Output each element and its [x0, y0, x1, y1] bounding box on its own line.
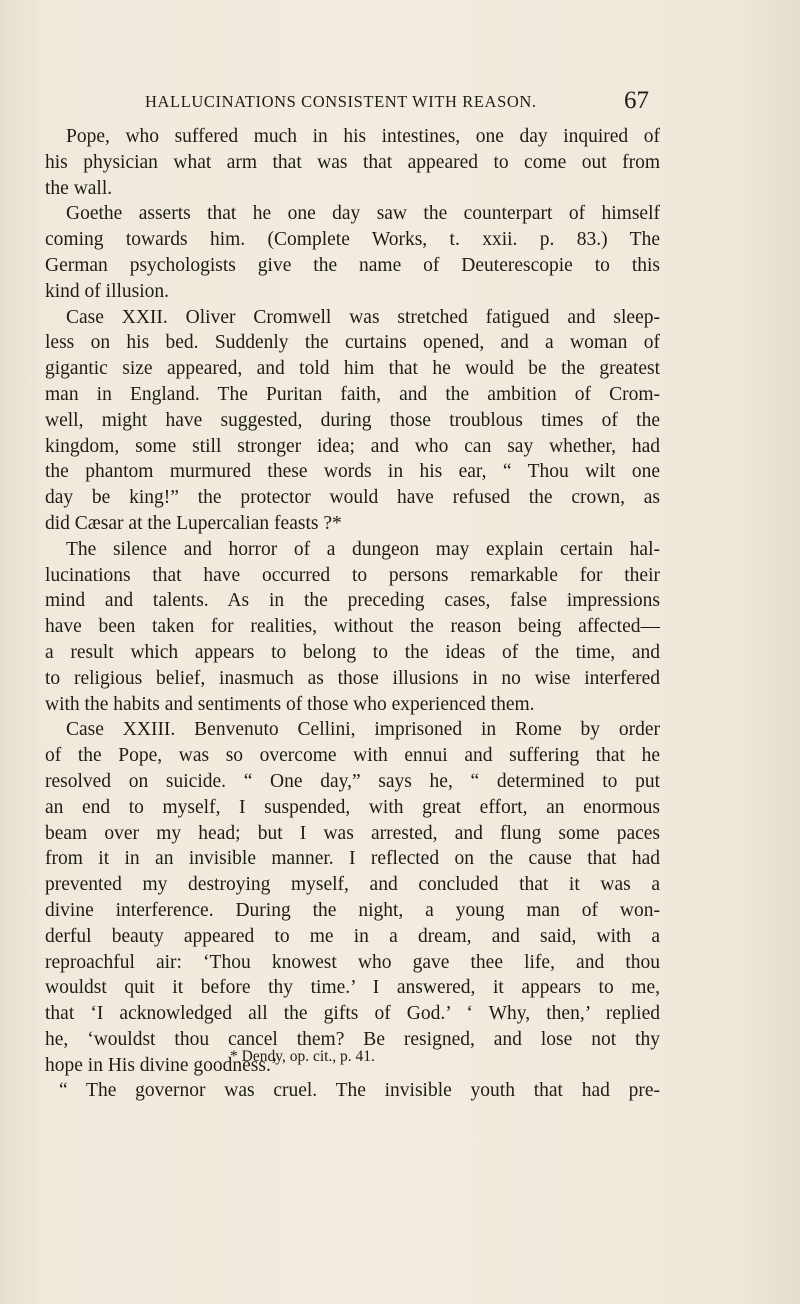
text-line: his physician what arm that was that appeared to come out from	[45, 151, 660, 173]
text-line: gigantic size appeared, and told him that he would be the greatest	[45, 358, 660, 380]
text-line: Case XXIII. Benvenuto Cellini, imprisoned in Rome by order	[66, 719, 660, 741]
text-line: “ The governor was cruel. The invisible youth that had pre-	[59, 1080, 660, 1102]
page-number: 67	[624, 87, 649, 114]
text-line: hope in His divine goodness.’	[45, 1054, 278, 1076]
text-line: The silence and horror of a dungeon may explain certain hal-	[66, 538, 660, 560]
text-line: that ‘I acknowledged all the gifts of God.’ ‘ Why, then,’ replied	[45, 1003, 660, 1025]
text-line: well, might have suggested, during those troublous times of the	[45, 409, 660, 431]
text-line: beam over my head; but I was arrested, and flung some paces	[45, 822, 660, 844]
text-line: German psychologists give the name of Deuterescopie to this	[45, 254, 660, 276]
text-line: from it in an invisible manner. I reflected on the cause that had	[45, 848, 660, 870]
text-line: derful beauty appeared to me in a dream, and said, with a	[45, 925, 660, 947]
text-line: with the habits and sentiments of those who experienced them.	[45, 693, 535, 715]
text-line: an end to myself, I suspended, with great effort, an enormous	[45, 796, 660, 818]
text-line: kingdom, some still stronger idea; and who can say whether, had	[45, 435, 660, 457]
text-line: mind and talents. As in the preceding cases, false impressions	[45, 590, 660, 612]
text-line: Pope, who suffered much in his intestines, one day inquired of	[66, 126, 660, 147]
body-text	[45, 124, 660, 1104]
text-line: man in England. The Puritan faith, and the ambition of Crom-	[45, 383, 660, 405]
text-line: have been taken for realities, without the reason being affected—	[45, 616, 660, 638]
text-line: Goethe asserts that he one day saw the counterpart of himself	[66, 203, 660, 225]
running-head	[45, 89, 655, 115]
text-line: lucinations that have occurred to persons remarkable for their	[45, 564, 660, 586]
text-line: did Cæsar at the Lupercalian feasts ?*	[45, 512, 342, 534]
text-line: of the Pope, was so overcome with ennui and suffering that he	[45, 745, 660, 767]
text-line: coming towards him. (Complete Works, t. xxii. p. 83.) The	[45, 229, 660, 251]
text-line: reproachful air: ‘Thou knowest who gave thee life, and thou	[45, 951, 660, 973]
text-line: wouldst quit it before thy time.’ I answered, it appears to me,	[45, 977, 660, 999]
running-title: HALLUCINATIONS CONSISTENT WITH REASON.	[145, 92, 537, 111]
text-line: kind of illusion.	[45, 280, 170, 302]
text-line: less on his bed. Suddenly the curtains opened, and a woman of	[45, 332, 660, 354]
text-line: he, ‘wouldst thou cancel them? Be resigned, and lose not thy	[45, 1028, 660, 1050]
text-line: divine interference. During the night, a young man of won-	[45, 899, 660, 921]
text-line: a result which appears to belong to the ideas of the time, and	[45, 641, 660, 663]
text-line: resolved on suicide. “ One day,” says he, “ determined to put	[45, 770, 660, 792]
text-line: the phantom murmured these words in his ear, “ Thou wilt one	[45, 461, 660, 483]
text-line: the wall.	[45, 177, 113, 199]
text-line: prevented my destroying myself, and concluded that it was a	[45, 874, 660, 896]
text-line: to religious belief, inasmuch as those illusions in no wise interfered	[45, 667, 660, 689]
text-line: Case XXII. Oliver Cromwell was stretched fatigued and sleep-	[66, 306, 660, 328]
text-line: day be king!” the protector would have refused the crown, as	[45, 487, 660, 509]
footnote: * Dendy, op. cit., p. 41.	[230, 1048, 375, 1065]
